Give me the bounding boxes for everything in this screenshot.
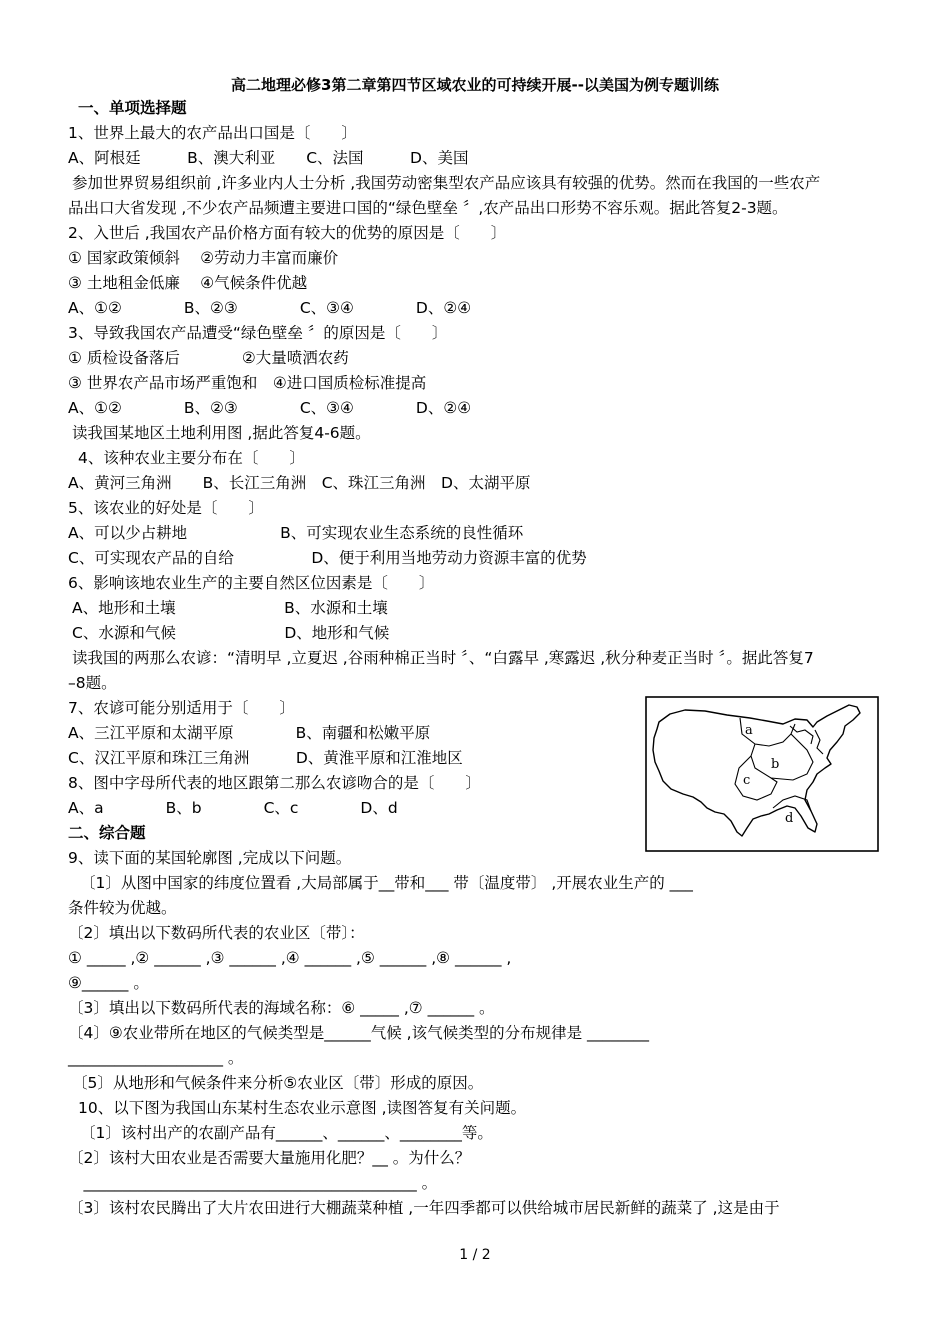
reading-passage-line: 参加世界贸易组织前 ,许多业内人士分析 ,我国劳动密集型农产品应该具有较强的优势。然而在我国的一些农产 [72, 174, 821, 192]
question-10-part-3: 〔3〕该村农民腾出了大片农田进行大棚蔬菜种植 ,一年四季都可以供给城市居民新鲜的蔬菜了 ,这是由于 [68, 1199, 780, 1217]
question-10: 10、以下图为我国山东某村生态农业示意图 ,读图答复有关问题。 [78, 1099, 527, 1117]
section-heading-single-choice: 一、单项选择题 [78, 99, 187, 117]
reading-passage-line: 读我国某地区土地利用图 ,据此答复4-6题。 [72, 424, 371, 442]
map-label-b: b [771, 757, 780, 772]
map-label-a: a [745, 723, 753, 738]
reading-passage-line: –8题。 [68, 674, 117, 692]
question-9-part-2-blanks: ⑨______ 。 [68, 974, 149, 992]
question-4: 4、该种农业主要分布在〔 〕 [78, 449, 305, 467]
question-5-options: C、可实现农产品的自给 D、便于利用当地劳动力资源丰富的优势 [68, 549, 587, 567]
question-8: 8、图中字母所代表的地区跟第二那么农谚吻合的是〔 〕 [68, 774, 481, 792]
question-9-part-1: 〔1〕从图中国家的纬度位置看 ,大局部属于__带和___ 带〔温度带〕 ,开展农业生产的 ___ [80, 874, 693, 892]
question-3-options: A、①② B、②③ C、③④ D、②④ [68, 399, 472, 417]
question-3-statement: ③ 世界农产品市场严重饱和 ④进口国质检标准提高 [68, 374, 427, 392]
question-5-options: A、可以少占耕地 B、可实现农业生态系统的良性循环 [68, 524, 524, 542]
question-6-options: C、水源和气候 D、地形和气候 [72, 624, 390, 642]
question-2-statement: ① 国家政策倾斜 ②劳动力丰富而廉价 [68, 249, 339, 267]
question-9-part-2-blanks: ① _____ ,② ______ ,③ ______ ,④ ______ ,⑤ ______ ,⑧ ______ , [68, 949, 512, 967]
question-9: 9、读下面的某国轮廓图 ,完成以下问题。 [68, 849, 352, 867]
reading-passage-line: 读我国的两那么农谚：“清明早 ,立夏迟 ,谷雨种棉正当时 〞、“白露早 ,寒露迟 ,秋分种麦正当时 〞。据此答复7 [72, 649, 814, 667]
question-5: 5、该农业的好处是〔 〕 [68, 499, 264, 517]
reading-passage-line: 品出口大省发现 ,不少农产品频遭主要进口国的“绿色壁垒 〞,农产品出口形势不容乐观。据此答复2-3题。 [68, 199, 788, 217]
question-9-part-3: 〔3〕填出以下数码所代表的海域名称：⑥ _____ ,⑦ ______ 。 [68, 999, 495, 1017]
question-1: 1、世界上最大的农产品出口国是〔 〕 [68, 124, 357, 142]
question-9-part-2: 〔2〕填出以下数码所代表的农业区〔带〕： [68, 924, 365, 942]
question-3: 3、导致我国农产品遭受“绿色壁垒 〞的原因是〔 〕 [68, 324, 448, 342]
question-7-options: C、汉江平原和珠江三角洲 D、黄淮平原和江淮地区 [68, 749, 463, 767]
question-6: 6、影响该地农业生产的主要自然区位因素是〔 〕 [68, 574, 435, 592]
question-9-part-4: ____________________ 。 [68, 1049, 244, 1067]
question-7: 7、农谚可能分别适用于〔 〕 [68, 699, 295, 717]
question-10-part-2: ___________________________________________ 。 [68, 1174, 438, 1192]
question-2: 2、入世后 ,我国农产品价格方面有较大的优势的原因是〔 〕 [68, 224, 507, 242]
page-number: 1 / 2 [459, 1247, 491, 1263]
map-label-c: c [743, 773, 751, 788]
question-10-part-1: 〔1〕该村出产的农副产品有______、______、________等。 [80, 1124, 493, 1142]
question-3-statement: ① 质检设备落后 ②大量喷洒农药 [68, 349, 349, 367]
map-label-d: d [785, 811, 794, 826]
question-9-part-4: 〔4〕⑨农业带所在地区的气候类型是______气候 ,该气候类型的分布规律是 ________ [68, 1024, 650, 1042]
section-heading-comprehensive: 二、综合题 [68, 824, 146, 842]
question-7-options: A、三江平原和太湖平原 B、南疆和松嫩平原 [68, 724, 431, 742]
document-title: 高二地理必修3第二章第四节区域农业的可持续开展--以美国为例专题训练 [231, 76, 719, 94]
question-1-options: A、阿根廷 B、澳大利亚 C、法国 D、美国 [68, 149, 469, 167]
question-4-options: A、黄河三角洲 B、长江三角洲 C、珠江三角洲 D、太湖平原 [68, 474, 531, 492]
question-9-part-1: 条件较为优越。 [68, 899, 177, 917]
question-9-part-5: 〔5〕从地形和气候条件来分析⑤农业区〔带〕形成的原因。 [72, 1074, 484, 1092]
question-10-part-2: 〔2〕该村大田农业是否需要大量施用化肥？__ 。为什么？ [68, 1149, 471, 1167]
us-outline-map-figure [645, 696, 879, 852]
question-2-options: A、①② B、②③ C、③④ D、②④ [68, 299, 472, 317]
question-2-statement: ③ 土地租金低廉 ④气候条件优越 [68, 274, 308, 292]
question-8-options: A、a B、b C、c D、d [68, 799, 398, 817]
question-6-options: A、地形和土壤 B、水源和土壤 [72, 599, 388, 617]
